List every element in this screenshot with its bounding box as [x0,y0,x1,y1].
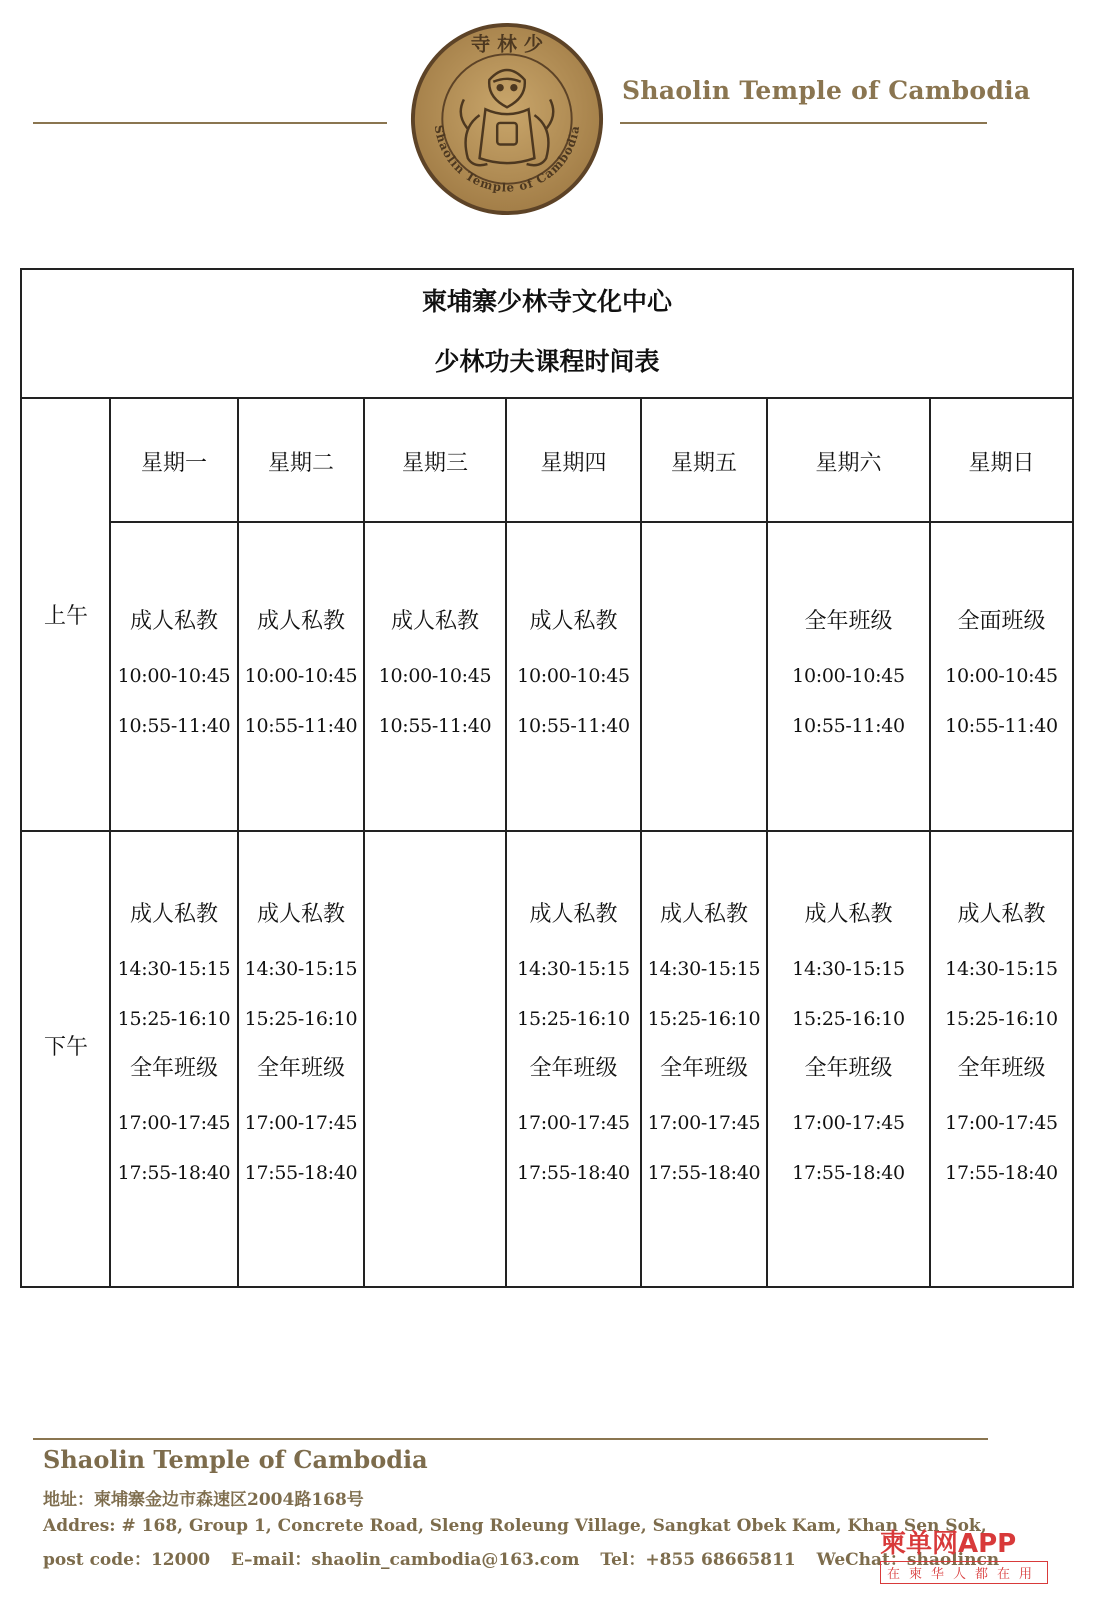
course-name: 全年班级 [804,1056,893,1081]
day-header-friday: 星期五 [670,451,737,476]
footer-contact [43,1545,1014,1570]
course-name: 成人私教 [529,609,618,634]
period-label-afternoon: 下午 [44,1035,89,1060]
footer-tel: Tel：+855 68665811 [600,1550,796,1570]
day-header-saturday: 星期六 [815,451,882,476]
course-name: 全年班级 [957,1056,1046,1081]
course-name: 全年班级 [529,1056,618,1081]
time-slot: 10:55-11:40 [517,715,630,737]
course-name: 全面班级 [957,609,1046,634]
time-slot: 15:25-16:10 [117,1008,231,1030]
time-slot: 10:55-11:40 [792,715,905,737]
time-slot: 10:00-10:45 [945,665,1058,687]
day-header-wednesday: 星期三 [401,451,468,476]
course-name: 成人私教 [804,902,893,927]
time-slot: 10:00-10:45 [517,665,630,687]
header-rule-right [620,122,987,124]
time-slot: 15:25-16:10 [945,1008,1058,1030]
period-divider [22,830,1072,832]
time-slot: 10:55-11:40 [244,715,358,737]
course-name: 全年班级 [659,1056,748,1081]
time-slot: 17:00-17:45 [517,1112,630,1134]
morning-cell-tuesday [239,597,363,751]
afternoon-cell-monday [111,890,237,1198]
time-slot: 17:55-18:40 [244,1162,358,1184]
course-name: 成人私教 [256,902,345,927]
time-slot: 17:00-17:45 [244,1112,358,1134]
time-slot: 14:30-15:15 [647,958,761,980]
course-name: 成人私教 [129,609,218,634]
time-slot: 15:25-16:10 [244,1008,358,1030]
afternoon-cell-sunday [931,890,1072,1198]
course-name: 成人私教 [957,902,1046,927]
footer-address-en: Addres: # 168, Group 1, Concrete Road, Sleng Roleung Village, Sangkat Obek Kam, Khan Sen Sok, [43,1516,987,1536]
header-rule-left [33,122,387,124]
time-slot: 10:00-10:45 [378,665,492,687]
time-slot: 10:55-11:40 [117,715,231,737]
time-slot: 10:55-11:40 [378,715,492,737]
course-name: 成人私教 [659,902,748,927]
course-name: 成人私教 [529,902,618,927]
header-brand-title: Shaolin Temple of Cambodia [622,76,1031,105]
course-name: 成人私教 [390,609,479,634]
afternoon-cell-saturday [768,890,929,1198]
footer-email: E–mail：shaolin_cambodia@163.com [231,1550,580,1570]
logo-top-text: 寺 林 少 [470,32,544,56]
course-name: 全年班级 [129,1056,218,1081]
table-subtitle: 少林功夫课程时间表 [434,347,660,376]
morning-cell-wednesday [365,597,505,751]
logo-ring-text: Shaolin Temple of Cambodia [431,123,583,195]
morning-cell-monday [111,597,237,751]
morning-cell-saturday [768,597,929,751]
time-slot: 17:00-17:45 [117,1112,231,1134]
footer-post-code: post code：12000 [43,1550,211,1570]
time-slot: 17:55-18:40 [117,1162,231,1184]
course-name: 全年班级 [804,609,893,634]
course-name: 成人私教 [256,609,345,634]
footer-rule [33,1438,988,1440]
shaolin-seal-logo [409,21,605,217]
time-slot: 10:00-10:45 [117,665,231,687]
morning-cell-thursday [507,597,640,751]
time-slot: 14:30-15:15 [945,958,1058,980]
time-slot: 17:00-17:45 [792,1112,905,1134]
time-slot: 10:55-11:40 [945,715,1058,737]
day-header-sunday: 星期日 [968,451,1035,476]
table-title: 柬埔寨少林寺文化中心 [421,287,672,316]
time-slot: 14:30-15:15 [244,958,358,980]
afternoon-cell-thursday [507,890,640,1198]
column-divider [363,398,365,1286]
time-slot: 17:55-18:40 [792,1162,905,1184]
time-slot: 17:55-18:40 [647,1162,761,1184]
app-watermark [880,1523,1060,1591]
time-slot: 14:30-15:15 [517,958,630,980]
time-slot: 17:55-18:40 [945,1162,1058,1184]
time-slot: 10:00-10:45 [792,665,905,687]
time-slot: 17:00-17:45 [647,1112,761,1134]
day-header-tuesday: 星期二 [267,451,334,476]
time-slot: 17:55-18:40 [517,1162,630,1184]
footer-address-cn: 地址：柬埔寨金边市森速区2004路168号 [43,1490,364,1510]
time-slot: 15:25-16:10 [647,1008,761,1030]
course-name: 成人私教 [129,902,218,927]
morning-cell-sunday [931,597,1072,751]
watermark-title: 柬单网APP [880,1529,1017,1559]
afternoon-cell-friday [642,890,766,1198]
watermark-subtitle: 在柬华人都在用 [880,1561,1048,1584]
course-name: 全年班级 [256,1056,345,1081]
time-slot: 17:00-17:45 [945,1112,1058,1134]
afternoon-cell-tuesday [239,890,363,1198]
period-label-morning: 上午 [44,604,89,629]
title-divider [22,397,1072,399]
time-slot: 15:25-16:10 [792,1008,905,1030]
footer-wechat: WeChat：shaolincn [816,1550,1000,1570]
day-header-divider [109,521,1072,523]
time-slot: 14:30-15:15 [117,958,231,980]
day-header-monday: 星期一 [140,451,207,476]
footer-title: Shaolin Temple of Cambodia [43,1445,428,1474]
day-header-thursday: 星期四 [540,451,607,476]
time-slot: 14:30-15:15 [792,958,905,980]
schedule-table [20,268,1074,1288]
time-slot: 10:00-10:45 [244,665,358,687]
time-slot: 15:25-16:10 [517,1008,630,1030]
